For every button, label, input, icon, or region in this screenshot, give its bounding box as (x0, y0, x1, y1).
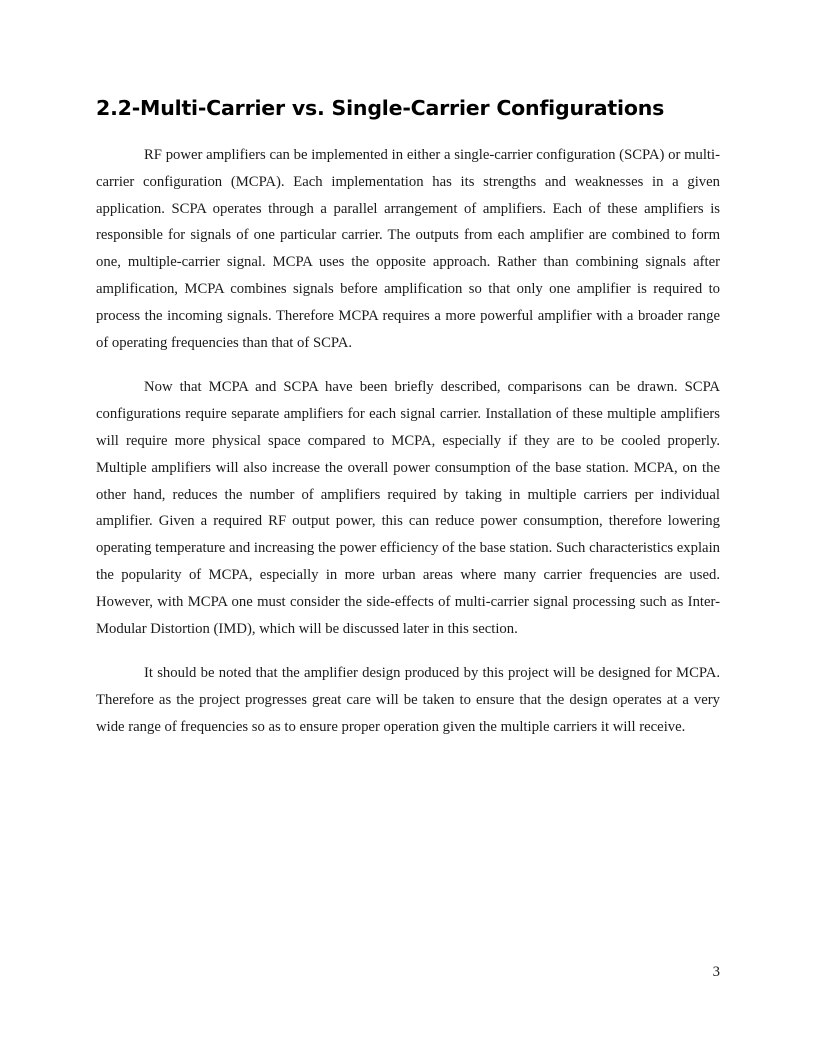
paragraph-comparison: Now that MCPA and SCPA have been briefly described, comparisons can be drawn. SCPA configurations require separate amplifiers for each signal carrier. Installation of these multiple amplifiers will require more physical space compared to MCPA, especially if they are to be cooled properly. Multiple amplifiers will also increase the overall power consumption of the base station. MCPA, on the other hand, reduces the number of amplifiers required by taking in multiple carriers per individual amplifier. Given a required RF output power, this can reduce power consumption, therefore lowering operating temperature and increasing the power efficiency of the base station. Such characteristics explain the popularity of MCPA, especially in more urban areas where many carrier frequencies are used. However, with MCPA one must consider the side-effects of multi-carrier signal processing such as Inter-Modular Distortion (IMD), which will be discussed later in this section. (96, 379, 720, 637)
body-text (96, 142, 720, 741)
section-heading: 2.2-Multi-Carrier vs. Single-Carrier Configurations (96, 96, 665, 120)
paragraph-scpa-mcpa-intro: RF power amplifiers can be implemented in either a single-carrier configuration (SCPA) or multi-carrier configuration (MCPA). Each implementation has its strengths and weaknesses in a given application. SCPA operates through a parallel arrangement of amplifiers. Each of these amplifiers is responsible for signals of one particular carrier. The outputs from each amplifier are combined to form one, multiple-carrier signal. MCPA uses the opposite approach. Rather than combining signals after amplification, MCPA combines signals before amplification so that only one amplifier is required to process the incoming signals. Therefore MCPA requires a more powerful amplifier with a broader range of operating frequencies than that of SCPA. (96, 147, 720, 351)
page-number: 3 (712, 964, 720, 980)
paragraph-project-design: It should be noted that the amplifier design produced by this project will be designed for MCPA. Therefore as the project progresses great care will be taken to ensure that the design operates at a very wide range of frequencies so as to ensure proper operation given the multiple carriers it will receive. (96, 665, 720, 735)
